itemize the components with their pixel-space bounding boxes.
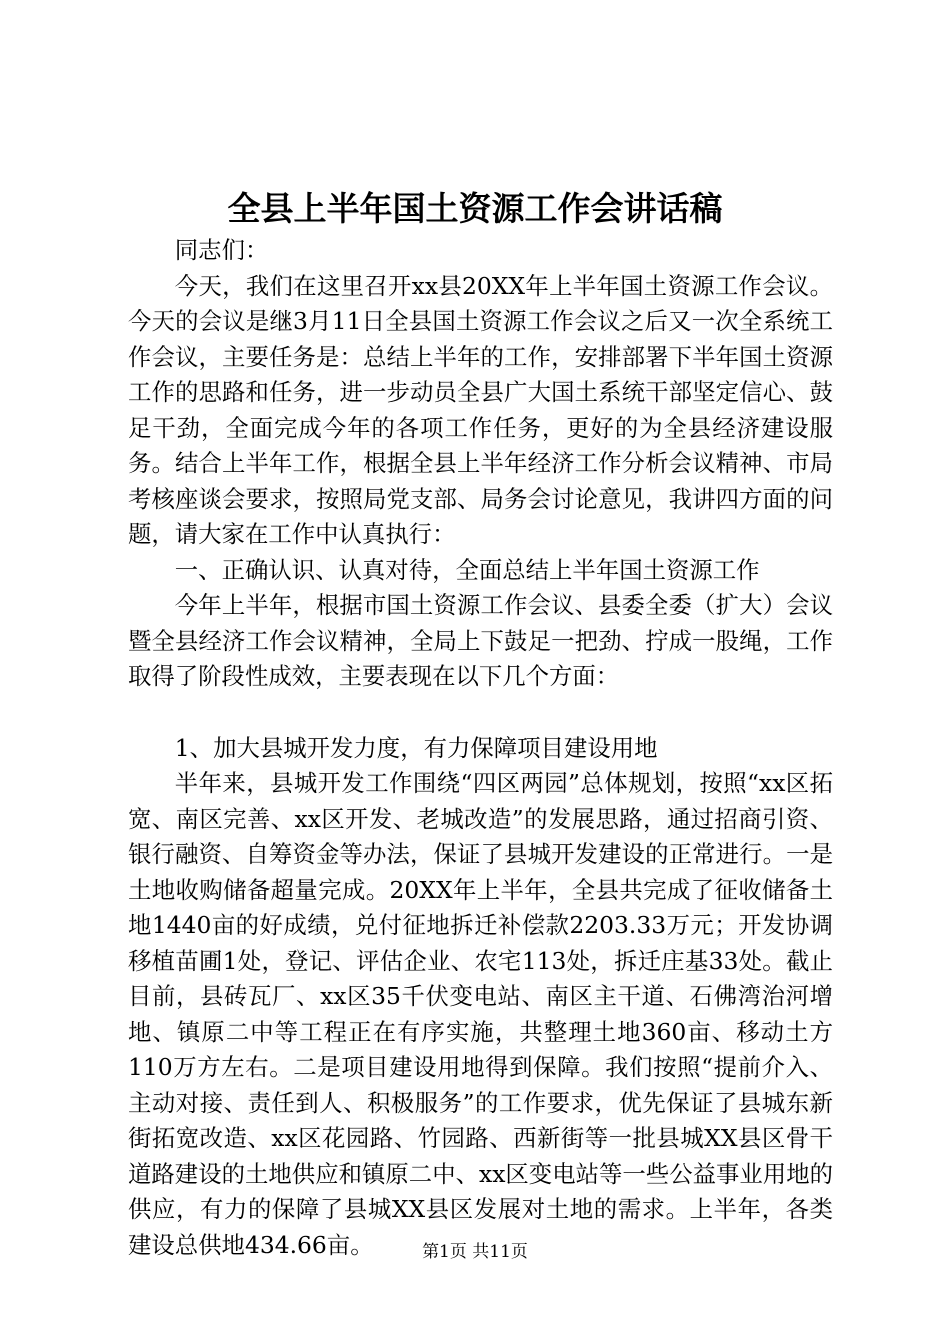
- subsection-heading-1: 1、加大县城开发力度，有力保障项目建设用地: [174, 733, 658, 762]
- paragraph-county-development: 半年来，县城开发工作围绕“四区两园”总体规划，按照“xx区拓宽、南区完善、xx区开发、老城改造”的发展思路，通过招商引资、银行融资、自筹资金等办法，保证了县城开发建设的正常进行。一是土地收购储备超量完成。20XX年上半年，全县共完成了征收储备土地1440亩的好成绩，兑付征地拆迁补偿款2203.33万元；开发协调移植苗圃1处，登记、评估企业、农宅113处，拆迁庄基33处。截止目前，县砖瓦厂、xx区35千伏变电站、南区主干道、石佛湾治河增地、镇原二中等工程正在有序实施，共整理土地360亩、移动土方110万方左右。二是项目建设用地得到保障。我们按照“提前介入、主动对接、责任到人、积极服务”的工作要求，优先保证了县城东新街拓宽改造、xx区花园路、竹园路、西新街等一批县城XX县区骨干道路建设的土地供应和镇原二中、xx区变电站等一些公益事业用地的供应，有力的保障了县城XX县区发展对土地的需求。上半年，各类建设总供地434.66亩。: [128, 769, 833, 1259]
- salutation: 同志们：: [174, 236, 269, 264]
- paragraph-intro: 今天，我们在这里召开xx县20XX年上半年国土资源工作会议。今天的会议是继3月11日全县国土资源工作会议之后又一次全系统工作会议，主要任务是：总结上半年的工作，安排部署下半年国土资源工作的思路和任务，进一步动员全县广大国土系统干部坚定信心、鼓足干劲，全面完成今年的各项工作任务，更好的为全县经济建设服务。结合上半年工作，根据全县上半年经济工作分析会议精神、市局考核座谈会要求，按照局党支部、局务会讨论意见，我讲四方面的问题，请大家在工作中认真执行：: [128, 271, 833, 548]
- document-title: 全县上半年国土资源工作会讲话稿: [227, 189, 723, 228]
- document-body: [128, 233, 833, 1263]
- paragraph-spacer: [128, 695, 833, 731]
- paragraph-summary: 今年上半年，根据市国土资源工作会议、县委全委（扩大）会议暨全县经济工作会议精神，全局上下鼓足一把劲、拧成一股绳，工作取得了阶段性成效，主要表现在以下几个方面：: [128, 591, 833, 690]
- section-heading-1: 一、正确认识、认真对待，全面总结上半年国土资源工作: [174, 555, 760, 584]
- page-number-footer: 第1页 共11页: [422, 1242, 528, 1262]
